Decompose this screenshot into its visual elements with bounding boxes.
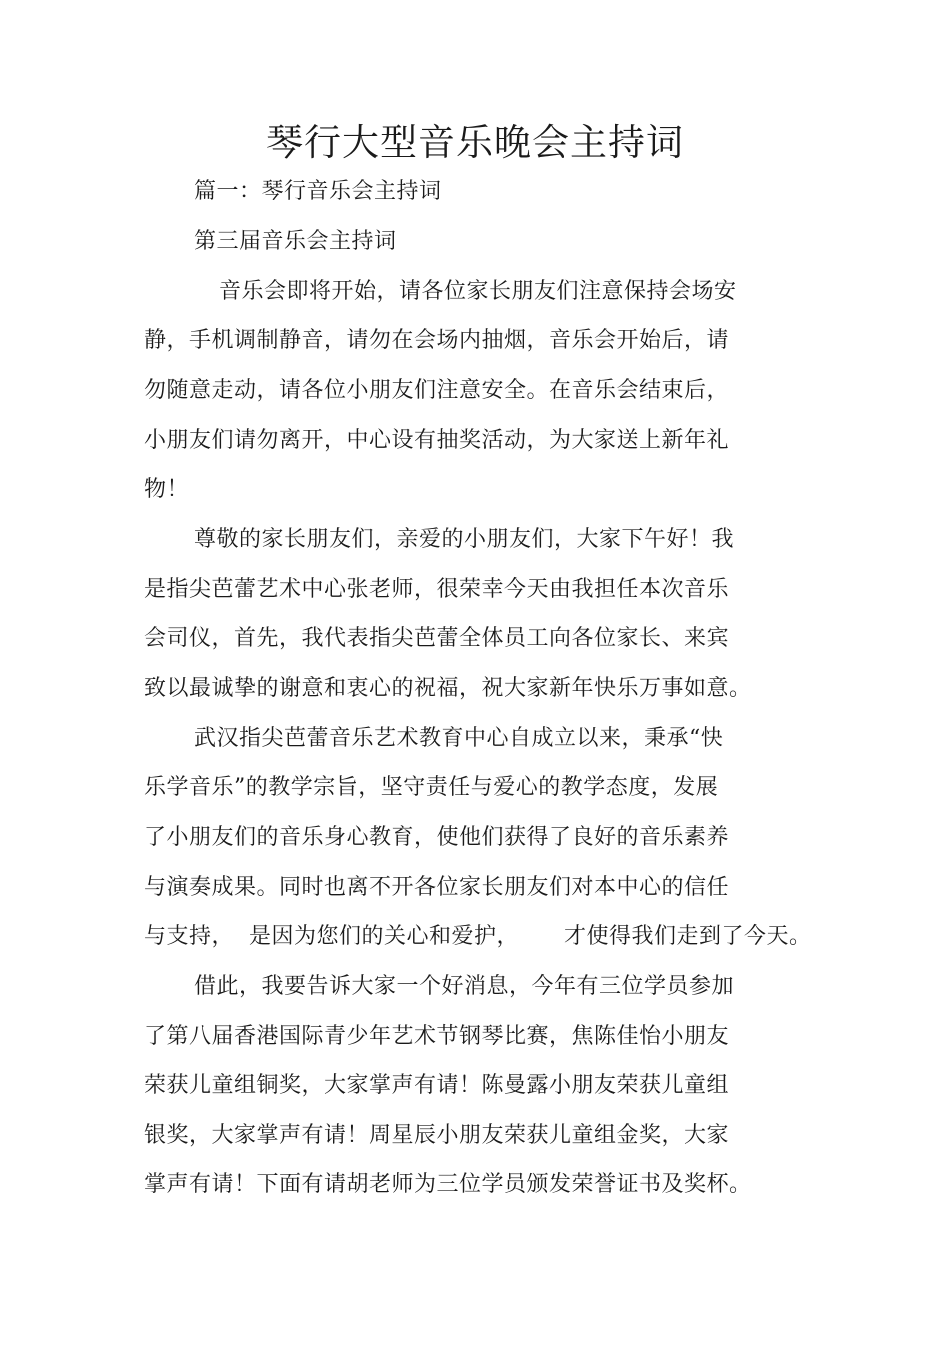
section-heading: 篇一：琴行音乐会主持词 (194, 179, 442, 204)
paragraph-line: 静，手机调制静音，请勿在会场内抽烟，音乐会开始后，请 (144, 328, 730, 353)
paragraph-line: 与支持， 是因为您们的关心和爱护， 才使得我们走到了今天。 (144, 924, 812, 949)
subsection-heading: 第三届音乐会主持词 (194, 229, 397, 254)
paragraph-line: 会司仪，首先，我代表指尖芭蕾全体员工向各位家长、来宾 (144, 626, 730, 651)
paragraph-line: 勿随意走动，请各位小朋友们注意安全。在音乐会结束后， (144, 378, 730, 403)
paragraph-line: 借此，我要告诉大家一个好消息，今年有三位学员参加 (194, 974, 735, 999)
paragraph-line: 物！ (144, 477, 190, 502)
paragraph-line: 武汉指尖芭蕾音乐艺术教育中心自成立以来，秉承“快 (194, 726, 724, 751)
paragraph-line: 荣获儿童组铜奖，大家掌声有请！陈曼露小朋友荣获儿童组 (144, 1073, 730, 1098)
paragraph-line: 致以最诚挚的谢意和衷心的祝福，祝大家新年快乐万事如意。 (144, 676, 752, 701)
paragraph-line: 音乐会即将开始，请各位家长朋友们注意保持会场安 (219, 279, 737, 304)
paragraph-line: 尊敬的家长朋友们，亲爱的小朋友们，大家下午好！我 (194, 527, 735, 552)
paragraph-line: 与演奏成果。同时也离不开各位家长朋友们对本中心的信任 (144, 875, 730, 900)
paragraph-line: 乐学音乐”的教学宗旨，坚守责任与爱心的教学态度，发展 (144, 775, 719, 800)
paragraph-line: 是指尖芭蕾艺术中心张老师，很荣幸今天由我担任本次音乐 (144, 577, 730, 602)
paragraph-line: 掌声有请！下面有请胡老师为三位学员颁发荣誉证书及奖杯。 (144, 1172, 752, 1197)
paragraph-line: 了第八届香港国际青少年艺术节钢琴比赛，焦陈佳怡小朋友 (144, 1024, 730, 1049)
paragraph-line: 小朋友们请勿离开，中心设有抽奖活动，为大家送上新年礼 (144, 428, 730, 453)
document-title: 琴行大型音乐晚会主持词 (266, 121, 684, 164)
paragraph-line: 银奖，大家掌声有请！周星辰小朋友荣获儿童组金奖，大家 (144, 1123, 730, 1148)
paragraph-line: 了小朋友们的音乐身心教育，使他们获得了良好的音乐素养 (144, 825, 730, 850)
